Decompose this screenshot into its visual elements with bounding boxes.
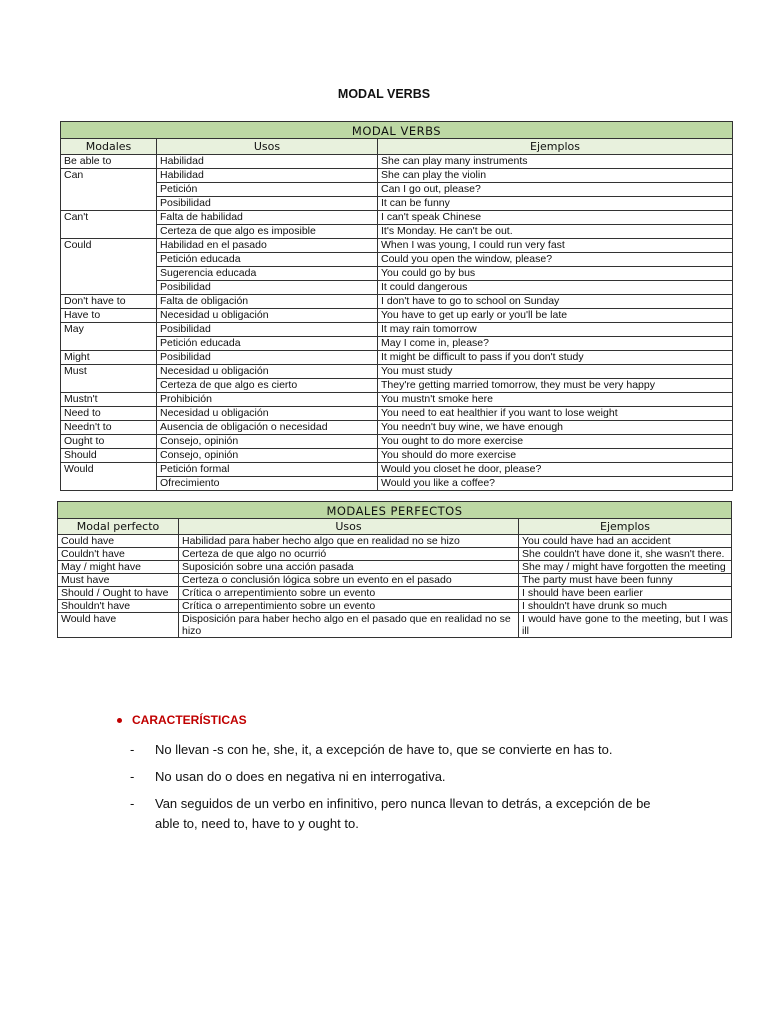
ejemplo-cell: Could you open the window, please? (378, 253, 733, 267)
modal-cell (61, 197, 157, 211)
column-header-ejemplos: Ejemplos (378, 139, 733, 155)
uso-cell: Ausencia de obligación o necesidad (157, 421, 378, 435)
uso-cell: Crítica o arrepentimiento sobre un evento (179, 600, 519, 613)
ejemplo-cell: When I was young, I could run very fast (378, 239, 733, 253)
uso-cell: Disposición para haber hecho algo en el pasado que en realidad no se hizo (179, 613, 519, 638)
ejemplo-cell: You have to get up early or you'll be late (378, 309, 733, 323)
uso-cell: Ofrecimiento (157, 477, 378, 491)
ejemplo-cell: I can't speak Chinese (378, 211, 733, 225)
modal-cell: Might (61, 351, 157, 365)
features-heading (117, 713, 247, 727)
uso-cell: Petición formal (157, 463, 378, 477)
table-row (61, 449, 733, 463)
uso-cell: Consejo, opinión (157, 435, 378, 449)
modal-cell (61, 281, 157, 295)
modal-cell (61, 477, 157, 491)
modal-cell: Could (61, 239, 157, 253)
modal-verbs-table (60, 121, 733, 491)
modal-cell: Would (61, 463, 157, 477)
table-row (61, 435, 733, 449)
modal-cell: Needn't to (61, 421, 157, 435)
modal-perfecto-cell: Could have (58, 535, 179, 548)
column-header-ejemplos: Ejemplos (519, 519, 732, 535)
table-row (61, 337, 733, 351)
ejemplo-cell: You could go by bus (378, 267, 733, 281)
ejemplo-cell: It may rain tomorrow (378, 323, 733, 337)
uso-cell: Prohibición (157, 393, 378, 407)
modal-cell: Need to (61, 407, 157, 421)
table-row (61, 393, 733, 407)
ejemplo-cell: She couldn't have done it, she wasn't there. (519, 548, 732, 561)
uso-cell: Petición educada (157, 253, 378, 267)
uso-cell: Posibilidad (157, 197, 378, 211)
uso-cell: Posibilidad (157, 281, 378, 295)
table-row (61, 155, 733, 169)
uso-cell: Posibilidad (157, 351, 378, 365)
table-row (61, 169, 733, 183)
modal-cell: May (61, 323, 157, 337)
uso-cell: Certeza de que algo no ocurrió (179, 548, 519, 561)
ejemplo-cell: It's Monday. He can't be out. (378, 225, 733, 239)
uso-cell: Consejo, opinión (157, 449, 378, 463)
feature-item (130, 794, 665, 834)
modal-cell: Have to (61, 309, 157, 323)
bullet-icon (117, 718, 122, 723)
ejemplo-cell: Can I go out, please? (378, 183, 733, 197)
modal-perfecto-cell: Shouldn't have (58, 600, 179, 613)
table-caption: MODALES PERFECTOS (58, 502, 732, 519)
uso-cell: Certeza o conclusión lógica sobre un evento en el pasado (179, 574, 519, 587)
ejemplo-cell: You should do more exercise (378, 449, 733, 463)
ejemplo-cell: You ought to do more exercise (378, 435, 733, 449)
modales-perfectos-table (57, 501, 732, 638)
ejemplo-cell: May I come in, please? (378, 337, 733, 351)
uso-cell: Habilidad para haber hecho algo que en realidad no se hizo (179, 535, 519, 548)
table-row (61, 323, 733, 337)
table-caption: MODAL VERBS (61, 122, 733, 139)
table-row (61, 211, 733, 225)
feature-text: Van seguidos de un verbo en infinitivo, pero nunca llevan to detrás, a excepción de be able to, need to, have to y ought to. (155, 796, 651, 831)
table-row (58, 574, 732, 587)
ejemplo-cell: You needn't buy wine, we have enough (378, 421, 733, 435)
uso-cell: Habilidad en el pasado (157, 239, 378, 253)
ejemplo-cell: I shouldn't have drunk so much (519, 600, 732, 613)
ejemplo-cell: They're getting married tomorrow, they must be very happy (378, 379, 733, 393)
uso-cell: Habilidad (157, 155, 378, 169)
table-row (61, 267, 733, 281)
uso-cell: Certeza de que algo es imposible (157, 225, 378, 239)
table-body (61, 155, 733, 491)
ejemplo-cell: You need to eat healthier if you want to lose weight (378, 407, 733, 421)
modal-perfecto-cell: May / might have (58, 561, 179, 574)
table-row (58, 613, 732, 638)
modal-cell (61, 267, 157, 281)
dash-marker: - (130, 742, 135, 757)
table-row (58, 600, 732, 613)
modal-cell (61, 337, 157, 351)
modal-cell: Don't have to (61, 295, 157, 309)
ejemplo-cell: It could dangerous (378, 281, 733, 295)
table-body (58, 535, 732, 638)
ejemplo-cell: Would you like a coffee? (378, 477, 733, 491)
modal-cell: Be able to (61, 155, 157, 169)
ejemplo-cell: The party must have been funny (519, 574, 732, 587)
ejemplo-cell: She can play the violin (378, 169, 733, 183)
modal-cell: Can (61, 169, 157, 183)
ejemplo-cell: It can be funny (378, 197, 733, 211)
column-header-usos: Usos (157, 139, 378, 155)
modal-perfecto-cell: Couldn't have (58, 548, 179, 561)
modal-cell: Should (61, 449, 157, 463)
ejemplo-cell: She can play many instruments (378, 155, 733, 169)
ejemplo-cell: You mustn't smoke here (378, 393, 733, 407)
uso-cell: Falta de habilidad (157, 211, 378, 225)
uso-cell: Falta de obligación (157, 295, 378, 309)
table-row (58, 548, 732, 561)
document-title: MODAL VERBS (337, 87, 431, 101)
modal-cell: Mustn't (61, 393, 157, 407)
table-row (61, 295, 733, 309)
uso-cell: Certeza de que algo es cierto (157, 379, 378, 393)
uso-cell: Necesidad u obligación (157, 309, 378, 323)
dash-marker: - (130, 769, 135, 784)
table-row (61, 379, 733, 393)
modal-cell (61, 379, 157, 393)
modal-cell (61, 225, 157, 239)
table-row (61, 407, 733, 421)
dash-marker: - (130, 796, 135, 811)
modal-cell (61, 183, 157, 197)
table-row (58, 535, 732, 548)
table-row (61, 351, 733, 365)
uso-cell: Necesidad u obligación (157, 407, 378, 421)
modal-cell: Can't (61, 211, 157, 225)
features-heading-text: CARACTERÍSTICAS (132, 713, 247, 727)
table-row (61, 183, 733, 197)
table-row (61, 225, 733, 239)
ejemplo-cell: Would you closet he door, please? (378, 463, 733, 477)
feature-text: No usan do o does en negativa ni en interrogativa. (155, 769, 446, 784)
table-row (61, 281, 733, 295)
ejemplo-cell: I would have gone to the meeting, but I was ill (519, 613, 732, 638)
table-row (61, 197, 733, 211)
modal-perfecto-cell: Would have (58, 613, 179, 638)
modal-cell: Must (61, 365, 157, 379)
uso-cell: Crítica o arrepentimiento sobre un evento (179, 587, 519, 600)
column-header-modal-perfecto: Modal perfecto (58, 519, 179, 535)
uso-cell: Habilidad (157, 169, 378, 183)
modal-perfecto-cell: Should / Ought to have (58, 587, 179, 600)
table-row (61, 463, 733, 477)
uso-cell: Sugerencia educada (157, 267, 378, 281)
feature-item (130, 767, 665, 787)
table-row (61, 253, 733, 267)
uso-cell: Petición (157, 183, 378, 197)
table-row (61, 309, 733, 323)
column-header-modales: Modales (61, 139, 157, 155)
ejemplo-cell: It might be difficult to pass if you don't study (378, 351, 733, 365)
table-row (61, 365, 733, 379)
modal-cell (61, 253, 157, 267)
table-row (61, 421, 733, 435)
table-row (61, 477, 733, 491)
ejemplo-cell: You must study (378, 365, 733, 379)
table-row (61, 239, 733, 253)
uso-cell: Suposición sobre una acción pasada (179, 561, 519, 574)
ejemplo-cell: I should have been earlier (519, 587, 732, 600)
modal-cell: Ought to (61, 435, 157, 449)
uso-cell: Posibilidad (157, 323, 378, 337)
feature-text: No llevan -s con he, she, it, a excepción de have to, que se convierte en has to. (155, 742, 613, 757)
uso-cell: Necesidad u obligación (157, 365, 378, 379)
ejemplo-cell: You could have had an accident (519, 535, 732, 548)
column-header-usos: Usos (179, 519, 519, 535)
ejemplo-cell: I don't have to go to school on Sunday (378, 295, 733, 309)
ejemplo-cell: She may / might have forgotten the meeting (519, 561, 732, 574)
feature-item (130, 740, 665, 760)
table-row (58, 587, 732, 600)
table-row (58, 561, 732, 574)
uso-cell: Petición educada (157, 337, 378, 351)
modal-perfecto-cell: Must have (58, 574, 179, 587)
